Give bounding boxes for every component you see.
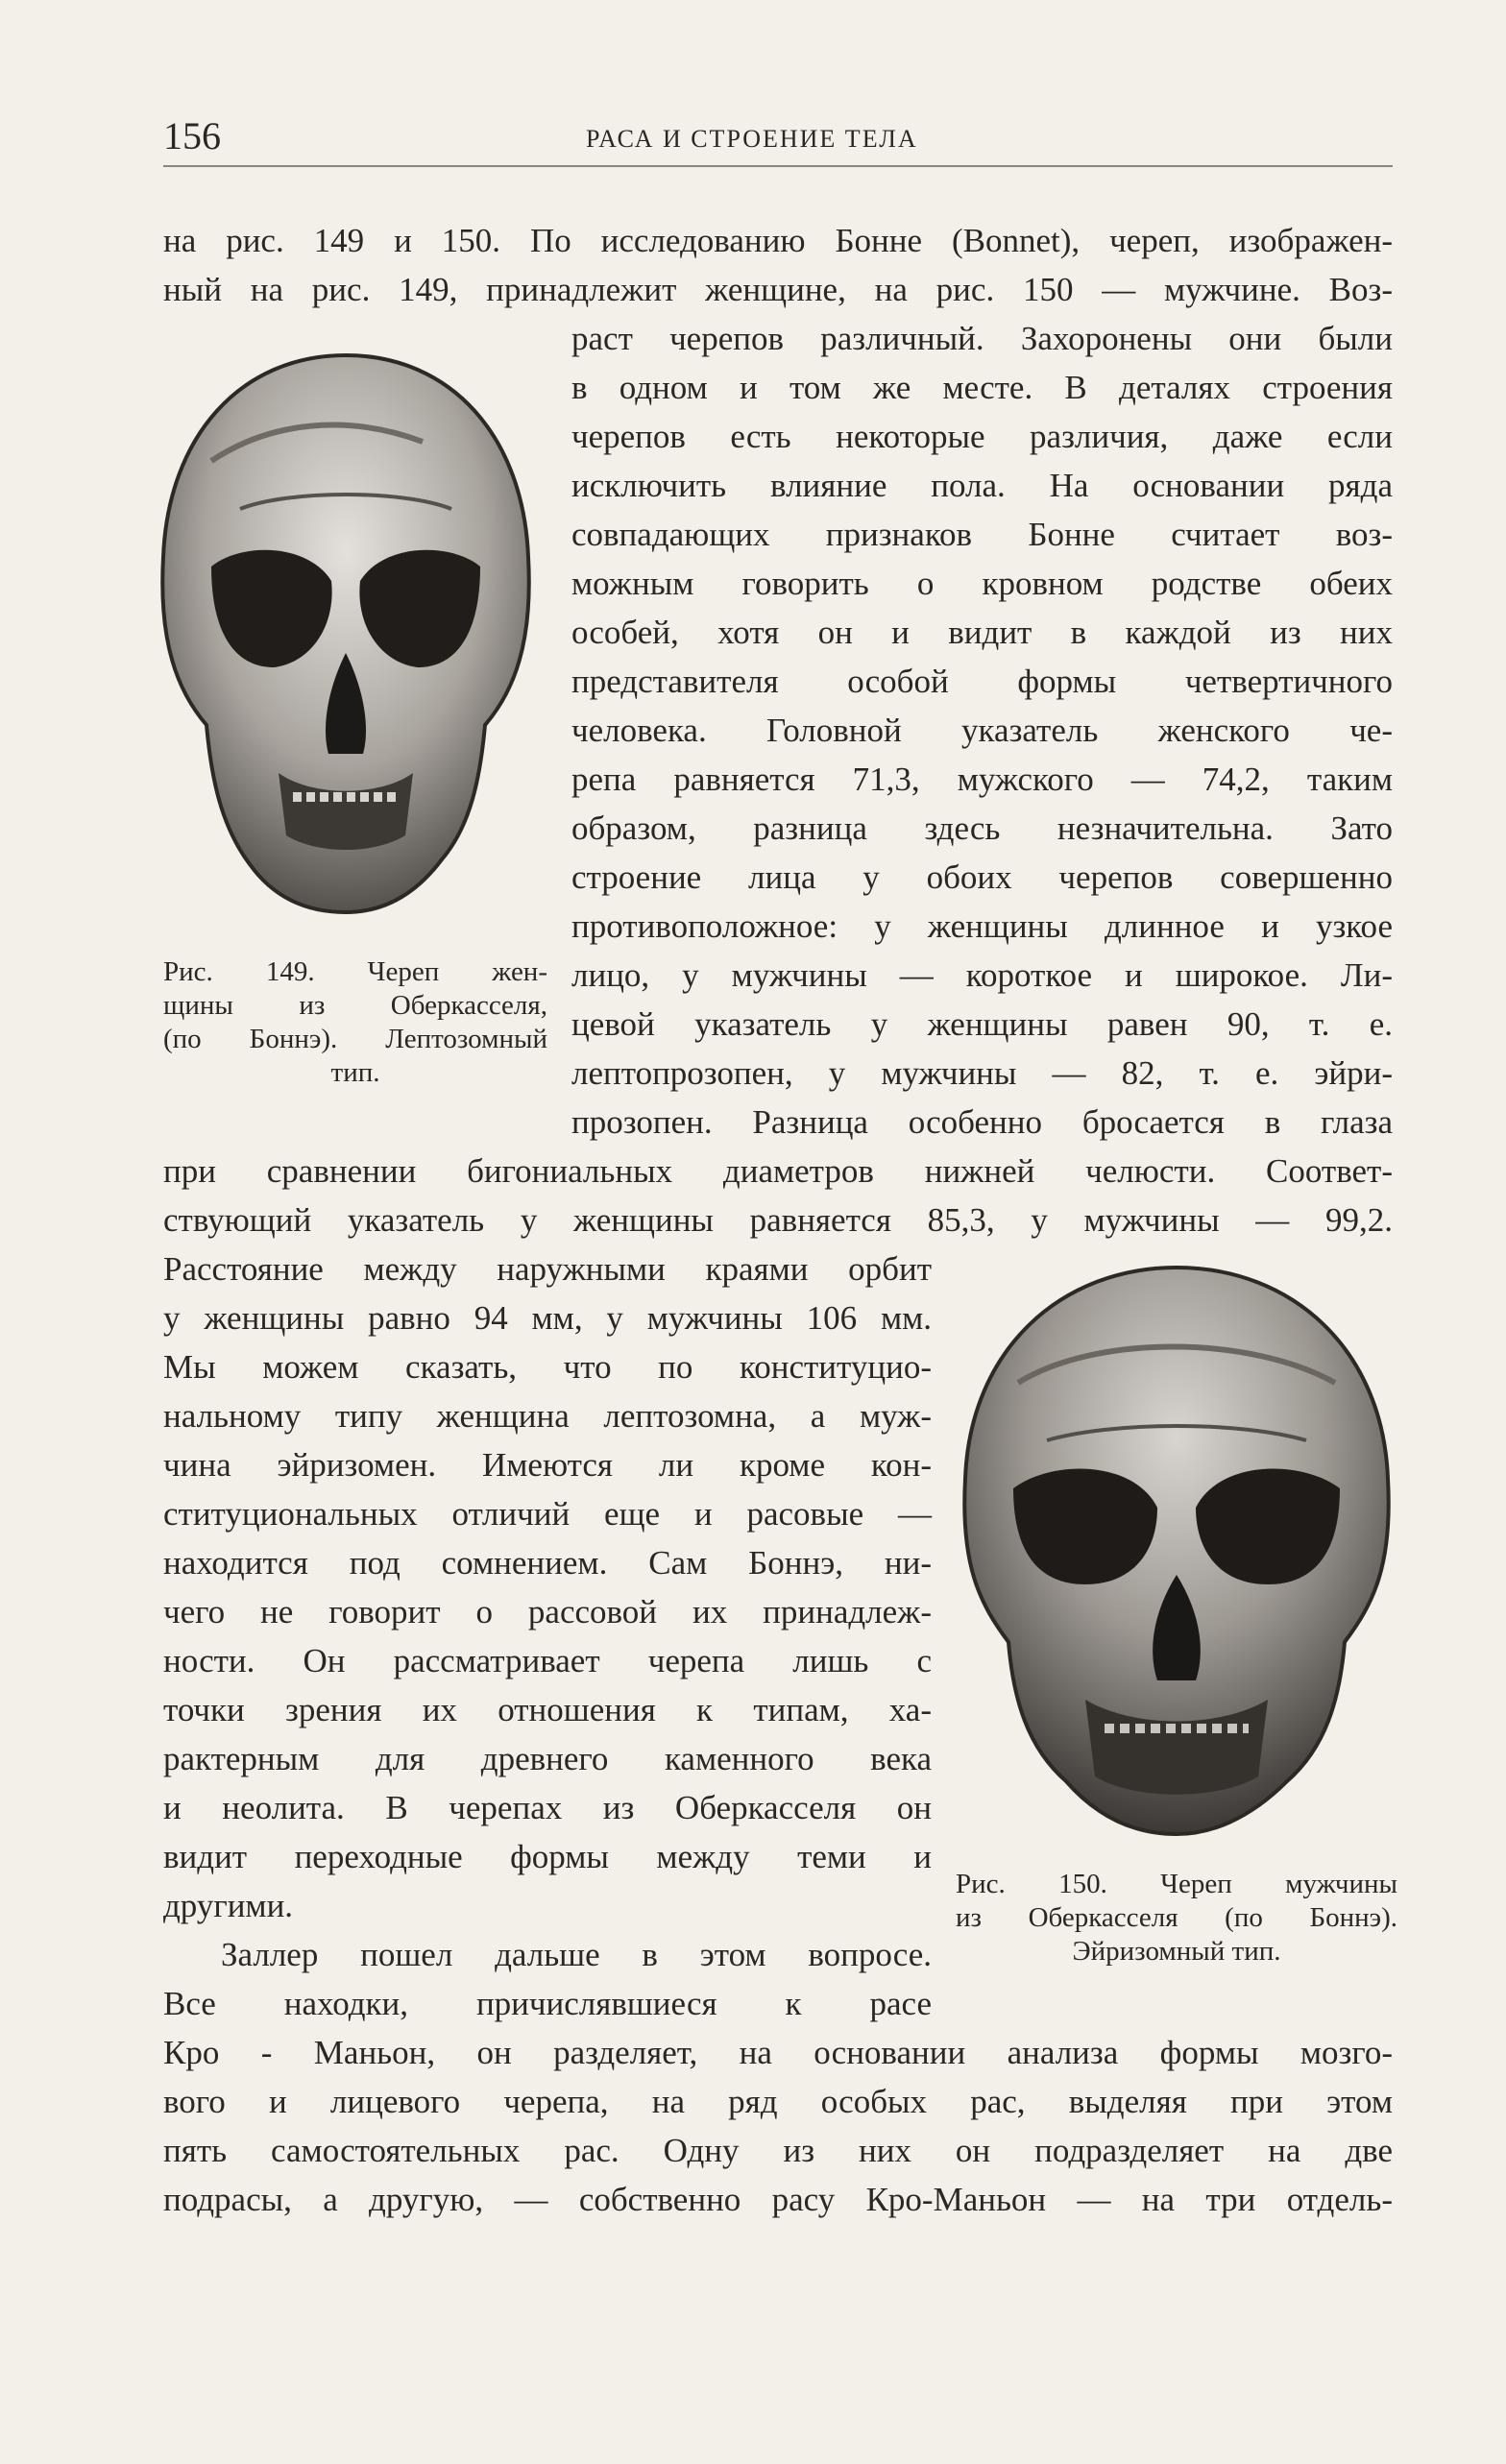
text-line: черепов есть некоторые различия, даже если <box>571 418 1393 455</box>
text-line: при сравнении бигониальных диаметров нижней челюсти. Соответ- <box>163 1152 1393 1190</box>
text-line: репа равняется 71,3, мужского — 74,2, таким <box>571 761 1393 798</box>
page-number: 156 <box>163 114 221 157</box>
text-line: образом, разница здесь незначительна. Зато <box>571 809 1393 847</box>
caption-line: щины из Оберкасселя, <box>163 990 547 1021</box>
text-line: рактерным для древнего каменного века <box>163 1740 932 1777</box>
text-line: исключить влияние пола. На основании ряда <box>571 467 1393 504</box>
figure-149-caption <box>163 955 547 1090</box>
text-line: пять самостоятельных рас. Одну из них он подразделяет на две <box>163 2132 1393 2169</box>
text-line: чего не говорит о рассовой их принадлеж- <box>163 1593 932 1631</box>
caption-line: тип. <box>330 1057 380 1088</box>
text-line: прозопен. Разница особенно бросается в глаза <box>571 1103 1393 1141</box>
figure-150-caption <box>956 1868 1397 1969</box>
text-line: в одном и том же месте. В деталях строения <box>571 369 1393 406</box>
text-line: представителя особой формы четвертичного <box>571 663 1393 700</box>
text-line: совпадающих признаков Бонне считает воз- <box>571 516 1393 553</box>
header-rule <box>163 165 1393 167</box>
text-line: ституциональных отличий еще и расовые — <box>163 1495 932 1533</box>
text-line: на рис. 149 и 150. По исследованию Бонне (Bonnet), череп, изображен- <box>163 222 1393 259</box>
text-line: человека. Головной указатель женского че- <box>571 712 1393 749</box>
text-line: у женщины равно 94 мм, у мужчины 106 мм. <box>163 1299 932 1337</box>
caption-line: из Оберкасселя (по Боннэ). <box>956 1902 1397 1933</box>
text-line: видит переходные формы между теми и <box>163 1838 932 1875</box>
text-line: Все находки, причислявшиеся к расе <box>163 1985 932 2022</box>
text-line: лицо, у мужчины — короткое и широкое. Ли- <box>571 956 1393 994</box>
text-line: точки зрения их отношения к типам, ха- <box>163 1691 932 1728</box>
text-line: раст черепов различный. Захоронены они были <box>571 320 1393 357</box>
running-title: РАСА И СТРОЕНИЕ ТЕЛА <box>586 125 918 153</box>
text-line: ности. Он рассматривает черепа лишь с <box>163 1642 932 1679</box>
figure-150-skull-photo <box>960 1258 1393 1844</box>
text-line: Кро - Маньон, он разделяет, на основании анализа формы мозго- <box>163 2034 1393 2071</box>
text-line: подрасы, а другую, — собственно расу Кро-Маньон — на три отдель- <box>163 2181 1393 2218</box>
figure-149-skull-photo <box>154 346 538 941</box>
text-line: особей, хотя он и видит в каждой из них <box>571 614 1393 651</box>
page-header <box>163 113 1393 171</box>
caption-line: (по Боннэ). Лептозомный <box>163 1024 547 1054</box>
text-line: ствующий указатель у женщины равняется 85,3, у мужчины — 99,2. <box>163 1201 1393 1239</box>
text-line: другими. <box>163 1887 294 1924</box>
caption-line: Рис. 149. Череп жен- <box>163 956 547 987</box>
caption-line: Рис. 150. Череп мужчины <box>956 1869 1397 1899</box>
text-line: Расстояние между наружными краями орбит <box>163 1250 932 1288</box>
text-line: можным говорить о кровном родстве обеих <box>571 565 1393 602</box>
text-line: ный на рис. 149, принадлежит женщине, на рис. 150 — мужчине. Воз- <box>163 271 1393 308</box>
text-line: противоположное: у женщины длинное и узкое <box>571 907 1393 945</box>
text-line: чина эйризомен. Имеются ли кроме кон- <box>163 1446 932 1484</box>
text-line: Заллер пошел дальше в этом вопросе. <box>221 1936 932 1973</box>
text-line: Мы можем сказать, что по конституцио- <box>163 1348 932 1386</box>
text-line: нальному типу женщина лептозомна, а муж- <box>163 1397 932 1435</box>
text-line: цевой указатель у женщины равен 90, т. е. <box>571 1005 1393 1043</box>
caption-line: Эйризомный тип. <box>1072 1936 1281 1967</box>
text-line: лептопрозопен, у мужчины — 82, т. е. эйри- <box>571 1054 1393 1092</box>
text-line: строение лица у обоих черепов совершенно <box>571 858 1393 896</box>
text-line: находится под сомнением. Сам Боннэ, ни- <box>163 1544 932 1582</box>
text-line: и неолита. В черепах из Оберкасселя он <box>163 1789 932 1826</box>
text-line: вого и лицевого черепа, на ряд особых рас, выделяя при этом <box>163 2083 1393 2120</box>
